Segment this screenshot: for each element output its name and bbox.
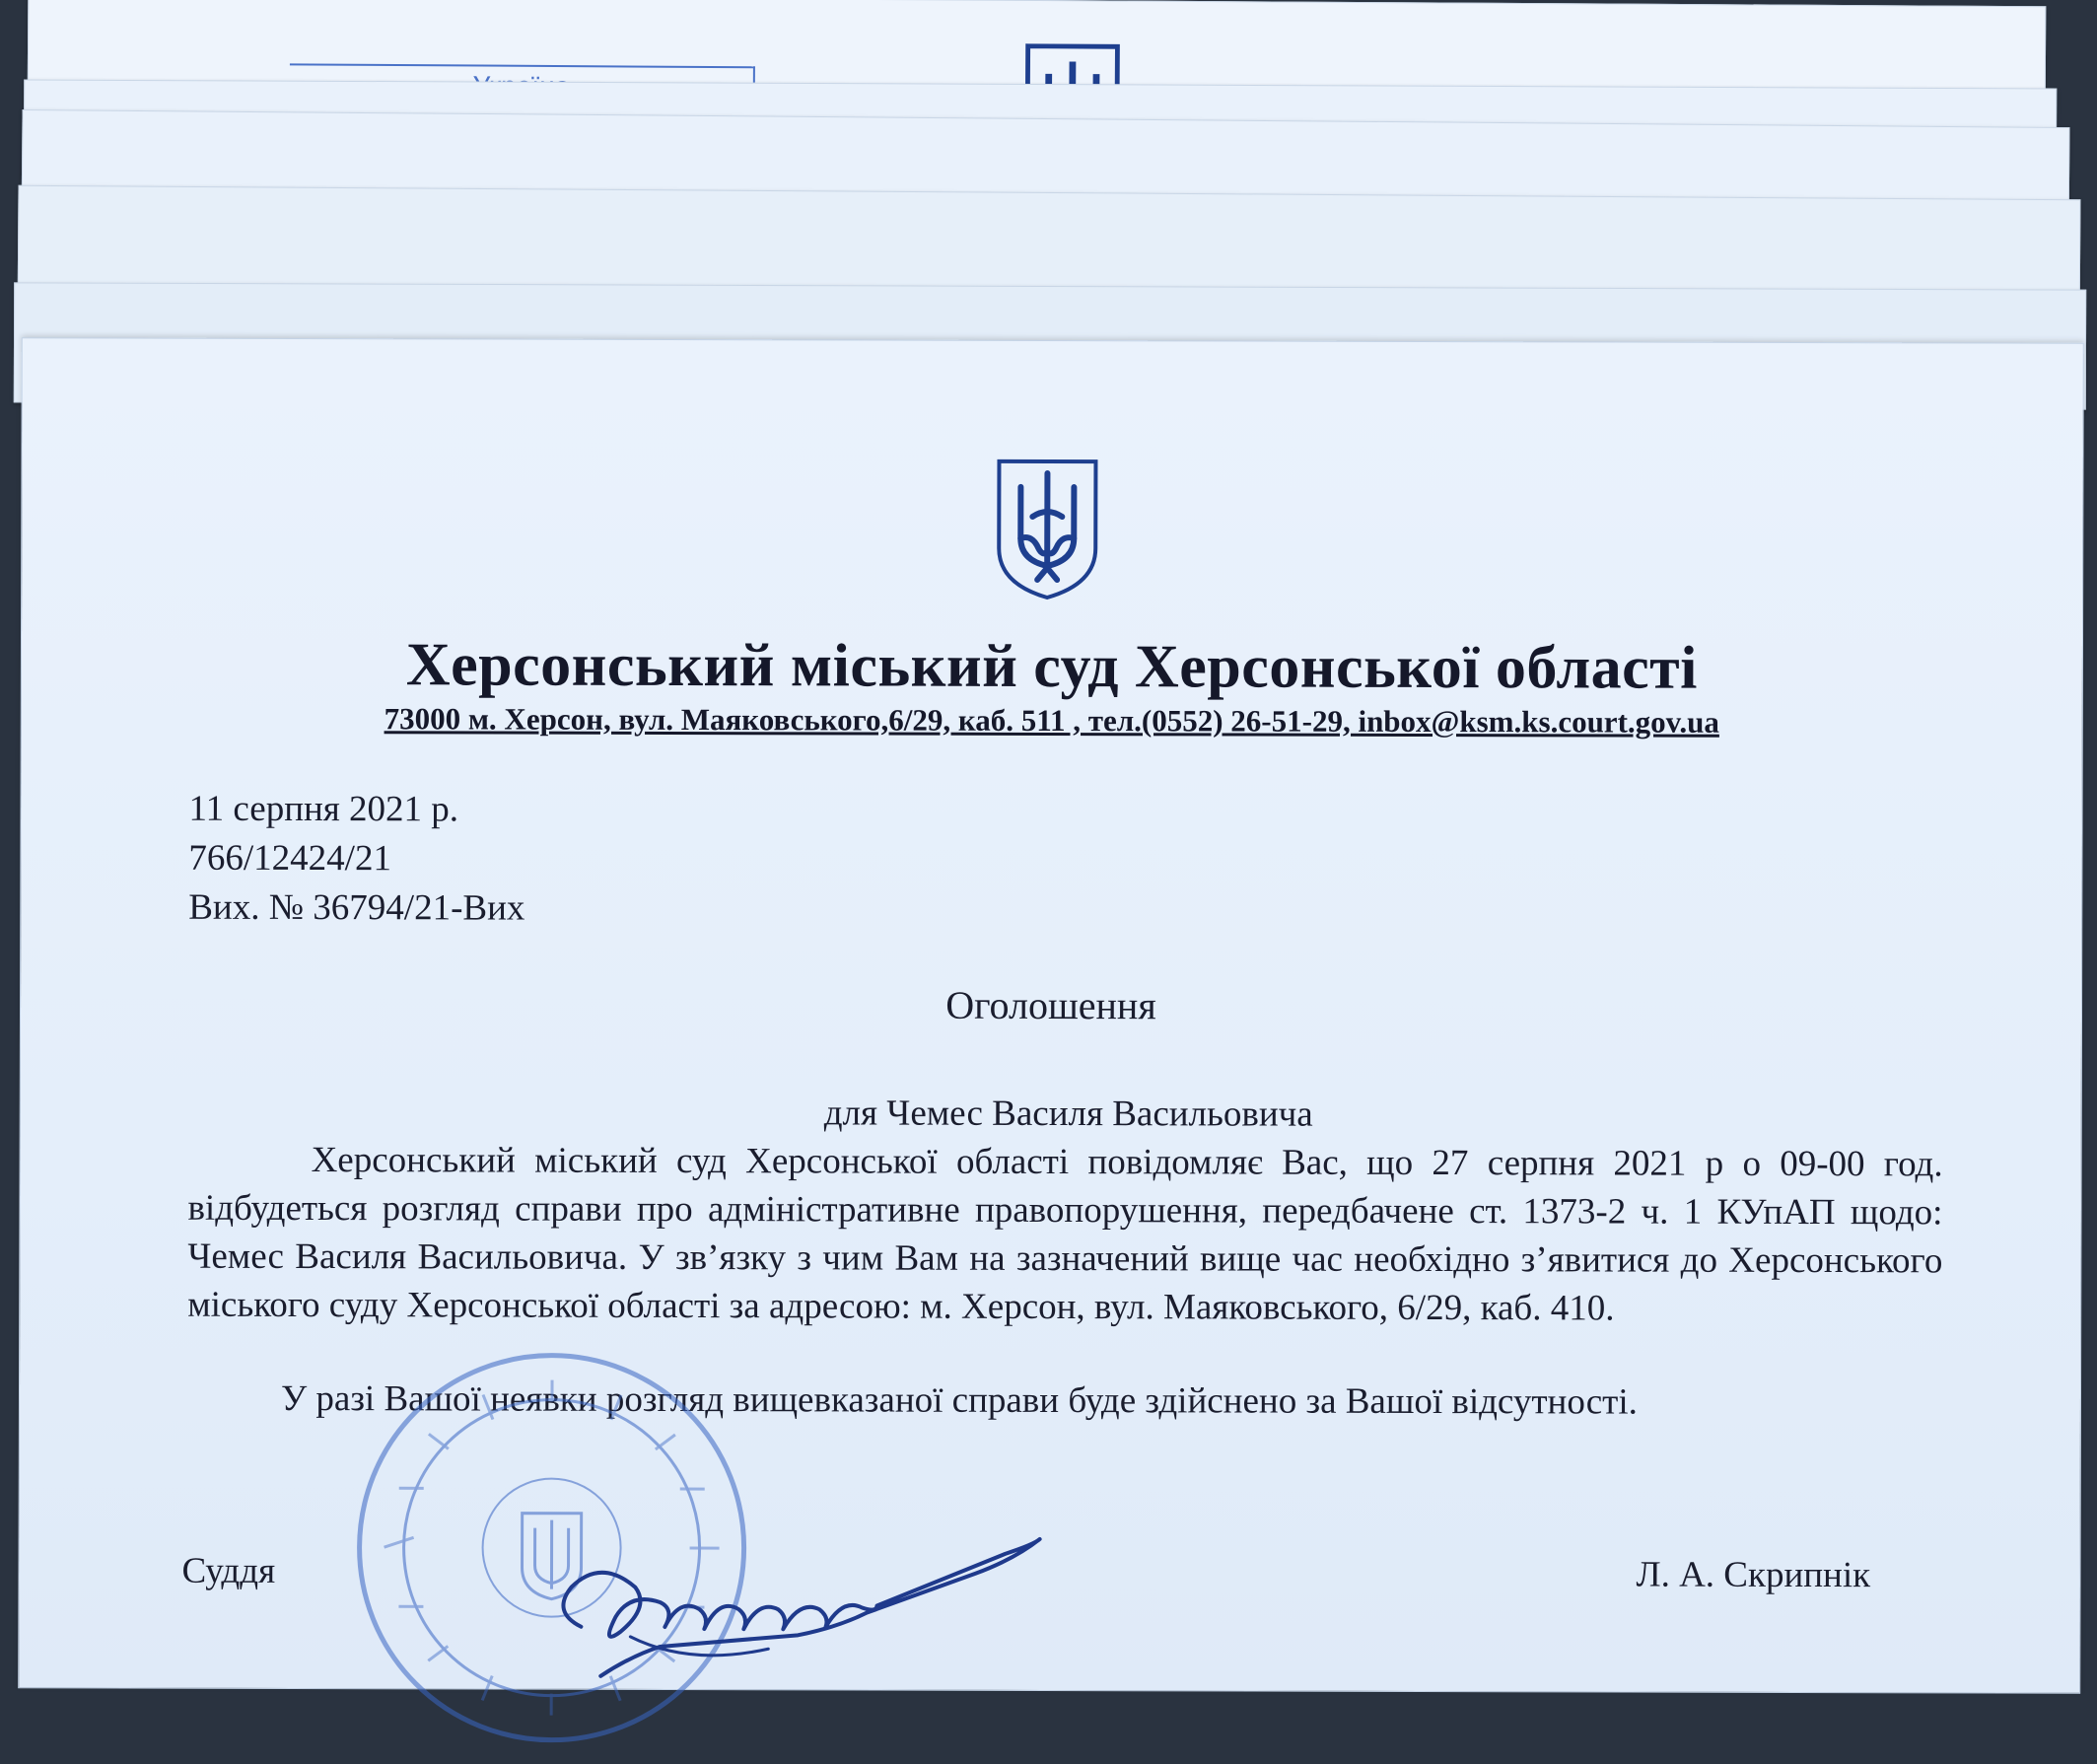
notice-addressee: для Чемес Василя Васильовича <box>823 1093 1313 1135</box>
document-date: 11 серпня 2021 р. <box>188 788 459 830</box>
court-notice-document <box>18 337 2084 1693</box>
court-address-line: 73000 м. Херсон, вул. Маяковського,6/29, каб. 511 , тел.(0552) 26-51-29, inbox@ksm.ks.court.gov.ua <box>384 701 1719 740</box>
notice-paragraph-absence: У разі Вашої неявки розгляд вищевказаної справи буде здійснено за Вашої відсутності. <box>280 1377 1638 1423</box>
court-name-heading: Херсонський міський суд Херсонської області <box>405 631 1698 702</box>
outgoing-number: Вих. № 36794/21-Вих <box>188 886 525 929</box>
judge-role-label: Суддя <box>181 1550 276 1591</box>
document-meta <box>188 785 525 934</box>
judge-signature-icon <box>541 1518 1074 1687</box>
notice-title: Оголошення <box>945 982 1156 1028</box>
case-number: 766/12424/21 <box>188 837 392 880</box>
notice-paragraph-main: Херсонський міський суд Херсонської області повідомляє Вас, що 27 серпня 2021 р о 09-00 год. відбудеться розгляд справи про адміністративне правопорушення, передбачене ст. 1373-2 ч. 1 КУпАП щодо: Чемес Василя Васильовича. У зв’язку з чим Вам на зазначений вище час необхідно з’явитися до Херсонського міського суду Херсонської області за адресою: м. Херсон, вул. Маяковського, 6/29, каб. 410. <box>187 1140 1943 1329</box>
judge-name: Л. А. Скрипнік <box>1636 1554 1871 1596</box>
trident-emblem-icon <box>993 458 1101 600</box>
